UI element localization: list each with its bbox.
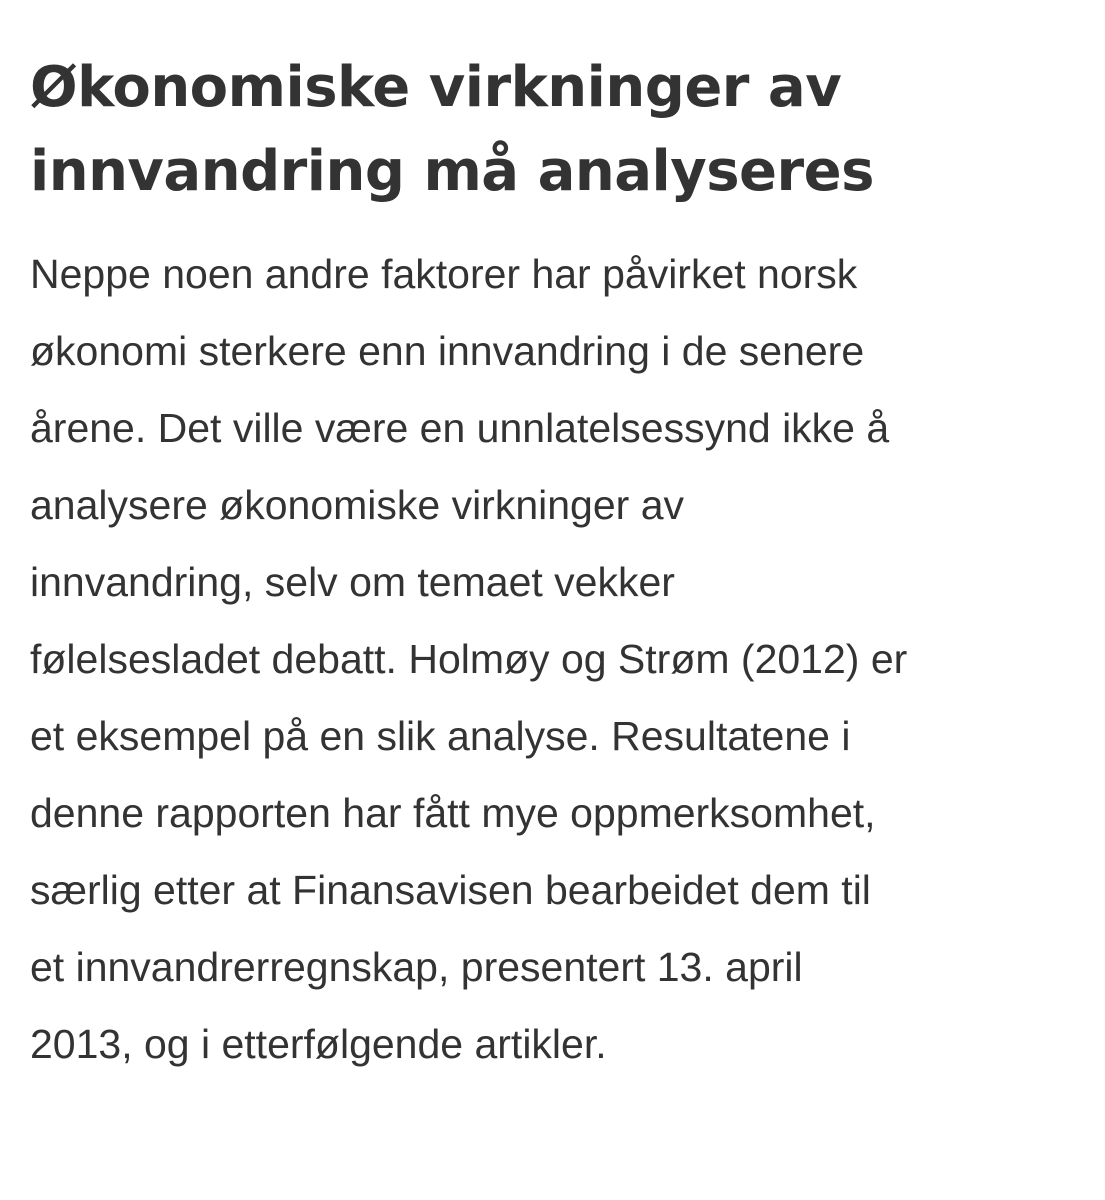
article-paragraph <box>30 214 1090 1083</box>
paragraph-line: økonomi sterkere enn innvandring i de senere <box>30 328 865 374</box>
paragraph-line: et innvandrerregnskap, presentert 13. april <box>30 944 803 990</box>
title-line: innvandring må analyseres <box>30 139 874 204</box>
paragraph-line: analysere økonomiske virkninger av <box>30 482 684 528</box>
paragraph-line: 2013, og i etterfølgende artikler. <box>30 1021 607 1067</box>
article <box>30 0 1090 1083</box>
article-title <box>30 0 1090 214</box>
paragraph-line: innvandring, selv om temaet vekker <box>30 559 675 605</box>
paragraph-line: et eksempel på en slik analyse. Resultatene i <box>30 713 851 759</box>
title-line: Økonomiske virkninger av <box>30 55 842 120</box>
paragraph-line: denne rapporten har fått mye oppmerksomhet, <box>30 790 876 836</box>
paragraph-line: særlig etter at Finansavisen bearbeidet dem til <box>30 867 871 913</box>
paragraph-line: følelsesladet debatt. Holmøy og Strøm (2012) er <box>30 636 908 682</box>
paragraph-line: Neppe noen andre faktorer har påvirket norsk <box>30 251 858 297</box>
paragraph-line: årene. Det ville være en unnlatelsessynd ikke å <box>30 405 890 451</box>
